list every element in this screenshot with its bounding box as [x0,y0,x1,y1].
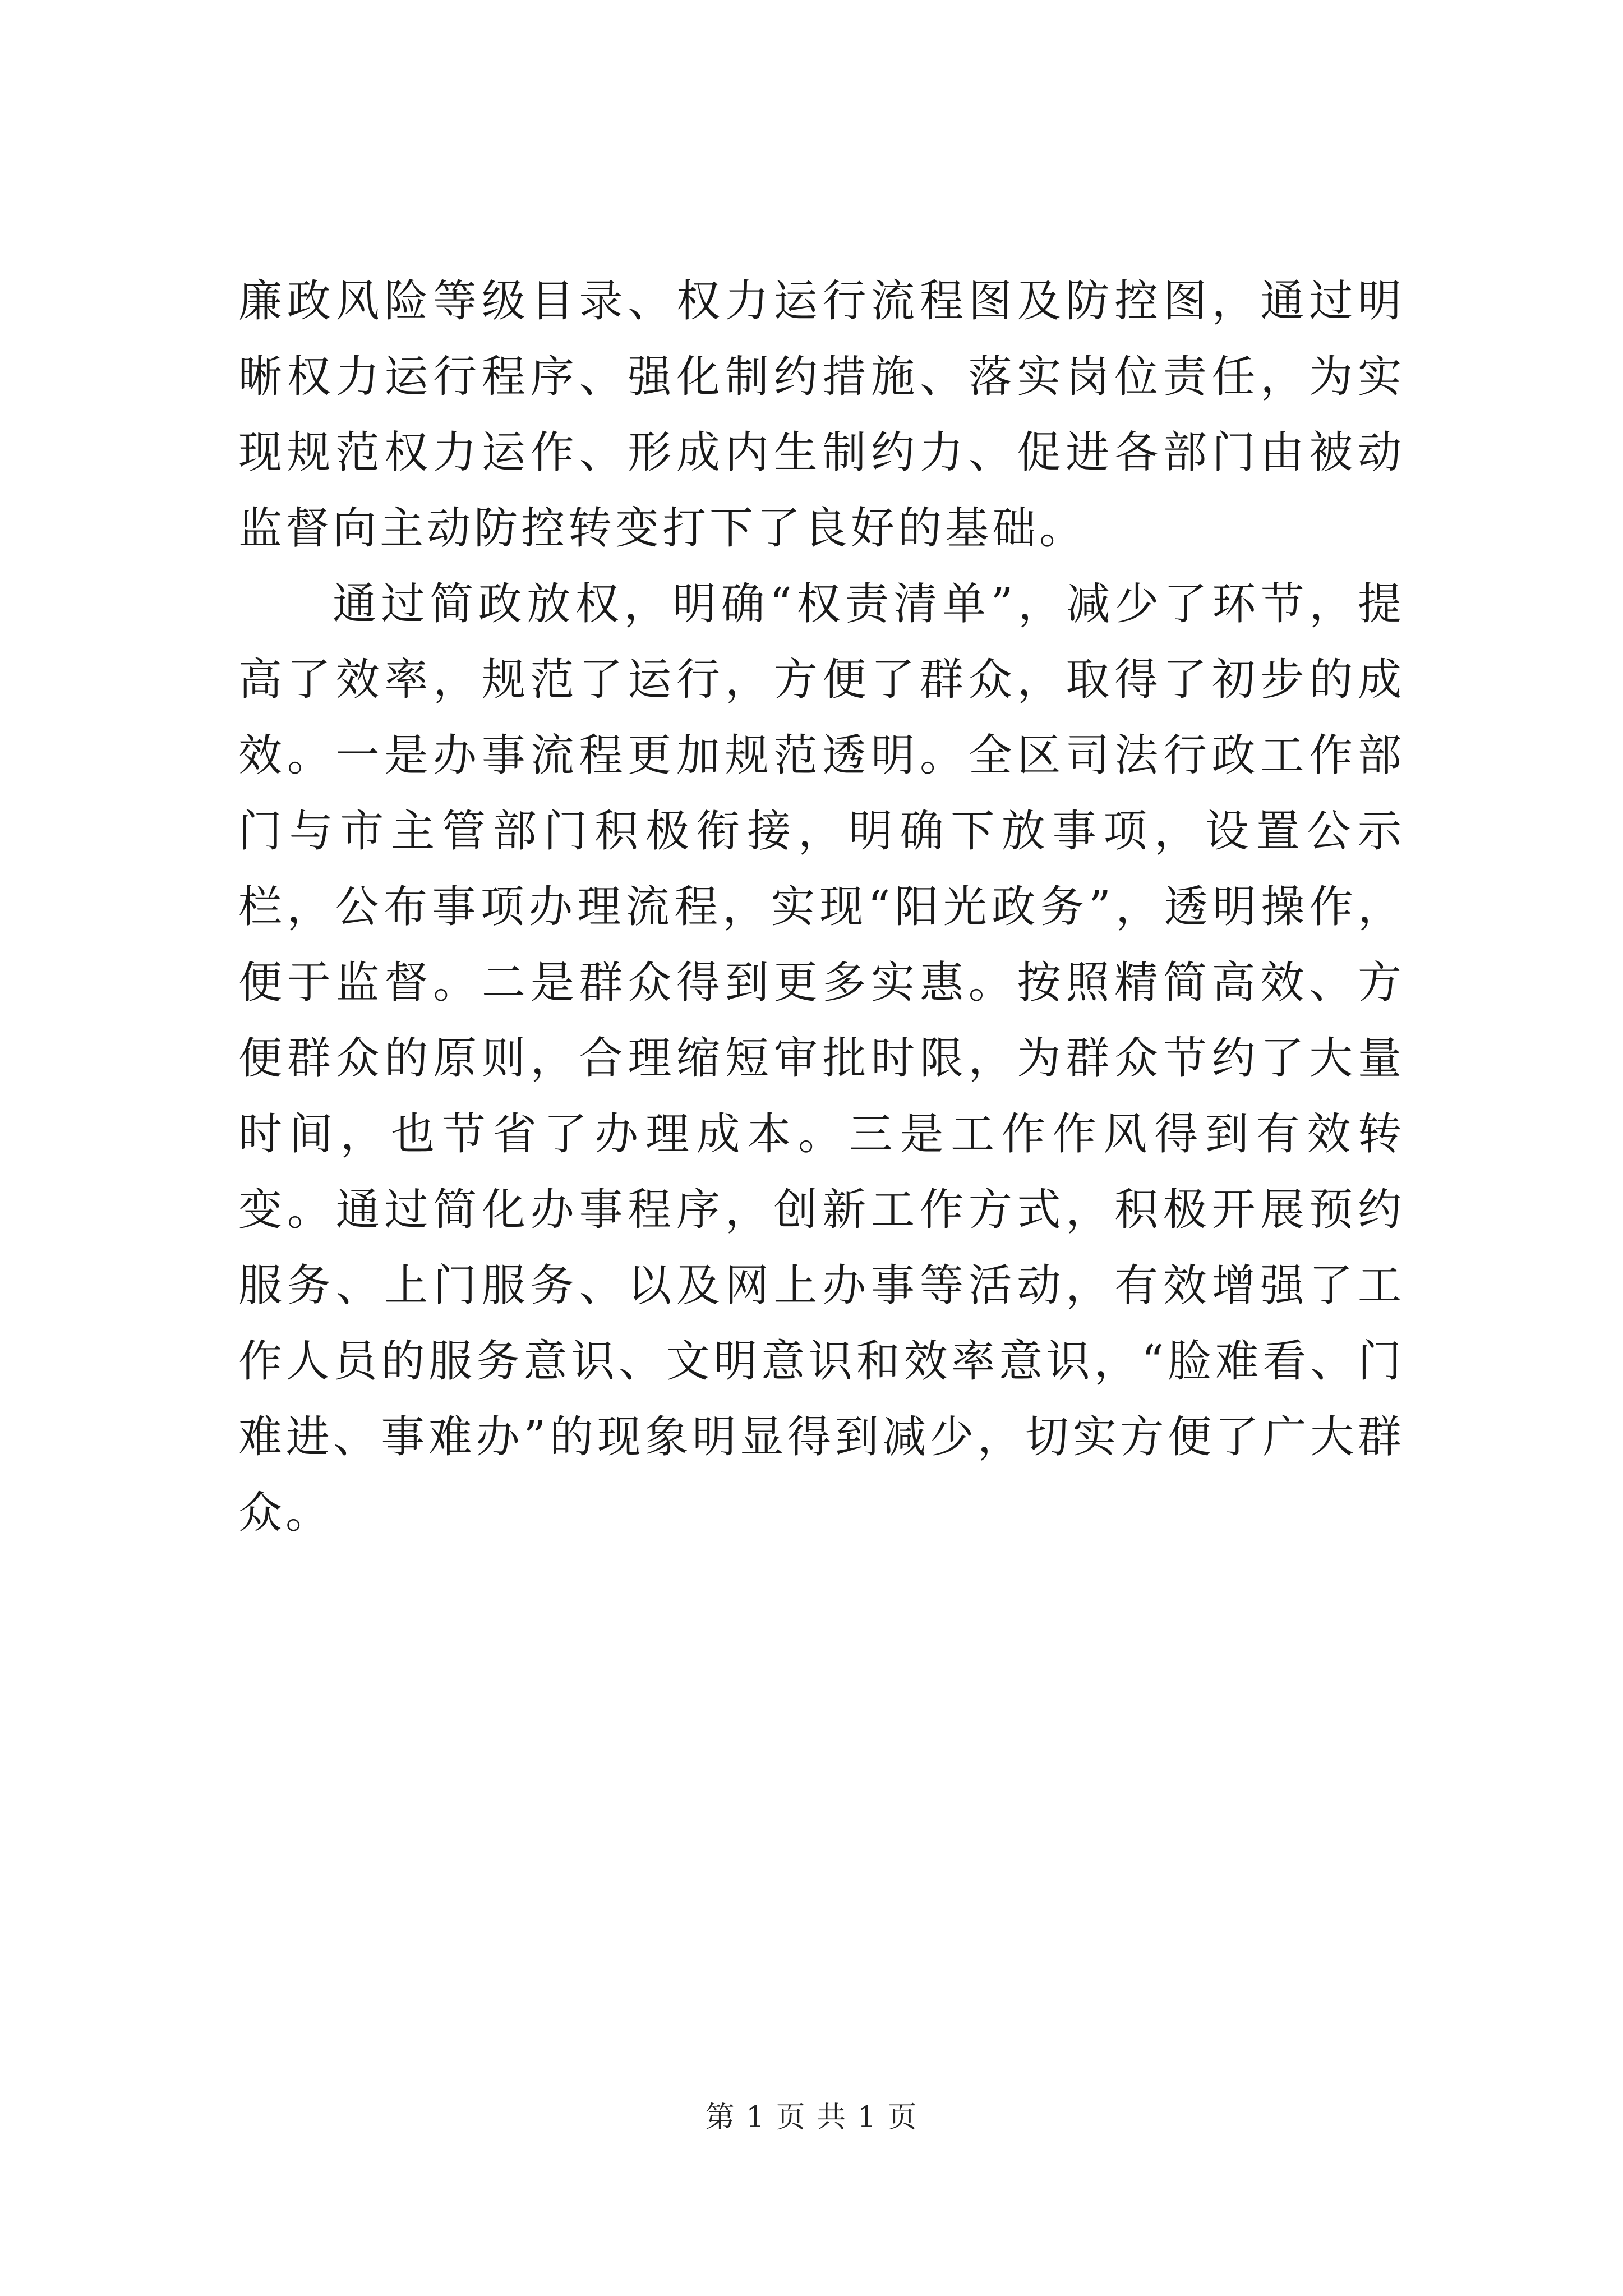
document-body [238,264,1405,1551]
paragraph-1: 廉政风险等级目录、权力运行流程图及防控图，通过明晰权力运行程序、强化制约措施、落实岗位责任，为实现规范权力运作、形成内生制约力、促进各部门由被动监督向主动防控转变打下了良好的基础。 [238,276,1405,554]
paragraph-2: 通过简政放权，明确“权责清单”，减少了环节，提高了效率，规范了运行，方便了群众，取得了初步的成效。一是办事流程更加规范透明。全区司法行政工作部门与市主管部门积极衔接，明确下放事项，设置公示栏，公布事项办理流程，实现“阳光政务”，透明操作，便于监督。二是群众得到更多实惠。按照精简高效、方便群众的原则，合理缩短审批时限，为群众节约了大量时间，也节省了办理成本。三是工作作风得到有效转变。通过简化办事程序，创新工作方式，积极开展预约服务、上门服务、以及网上办事等活动，有效增强了工作人员的服务意识、文明意识和效率意识，“脸难看、门难进、事难办”的现象明显得到减少，切实方便了广大群众。 [238,579,1405,1538]
page-footer: 第 1 页 共 1 页 [705,2101,918,2134]
